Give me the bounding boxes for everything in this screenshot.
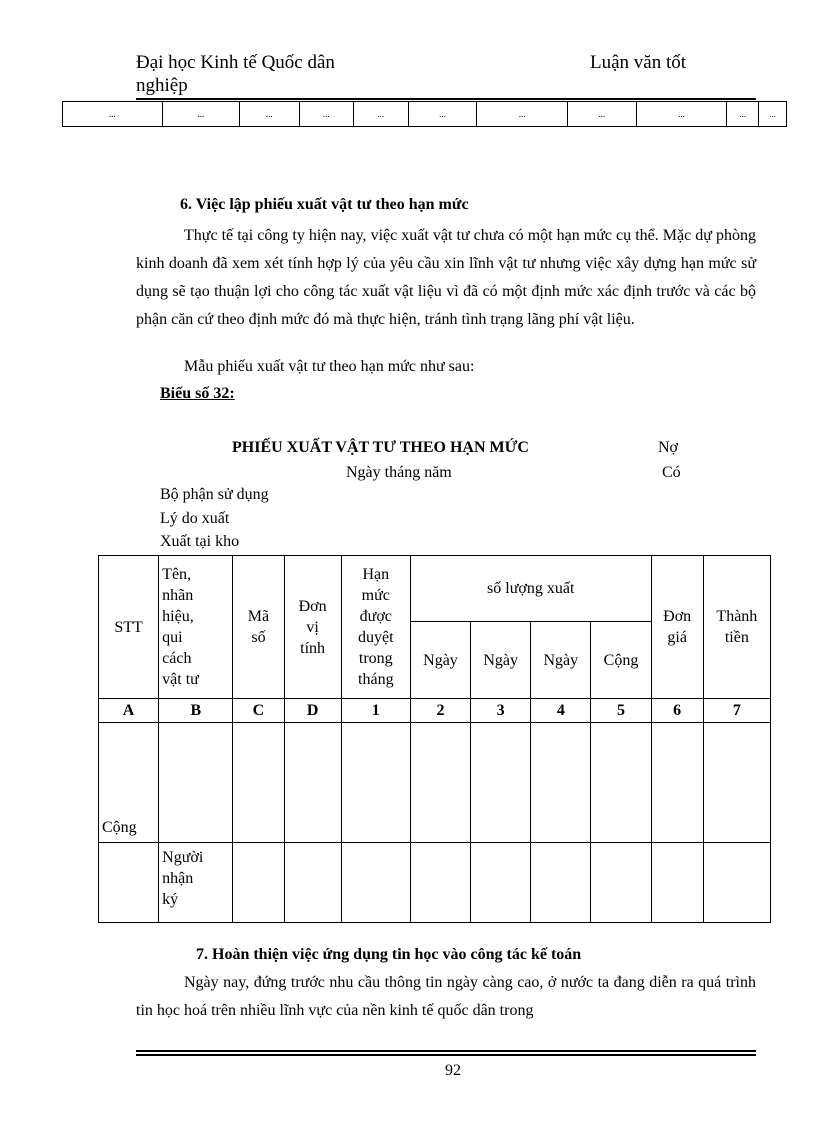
issue-form-table (98, 555, 771, 923)
section7-paragraph: Ngày nay, đứng trước nhu cầu thông tin ngày càng cao, ở nước ta đang diễn ra quá trình tin học hoá trên nhiều lĩnh vực của nền kinh tế quốc dân trong (136, 974, 756, 1019)
top-table-cell: ... (636, 102, 727, 127)
col-limit: Hạn mức được duyệt trong tháng (341, 556, 410, 699)
top-table-cell: ... (299, 102, 354, 127)
total-label: Cộng (99, 723, 159, 843)
code-cell: 4 (531, 699, 591, 723)
form-reason: Lý do xuất (160, 510, 230, 527)
form-date: Ngày tháng năm (346, 464, 452, 481)
total-row (99, 723, 771, 843)
top-table-cell: ... (477, 102, 568, 127)
col-price: Đơn giá (651, 556, 703, 699)
col-qty-day1: Ngày (410, 622, 470, 699)
top-table-cell: ... (567, 102, 636, 127)
form-warehouse: Xuất tại kho (160, 533, 240, 550)
footer-rule-2 (136, 1054, 756, 1056)
section6-paragraph: Thực tế tại công ty hiện nay, việc xuất vật tư chưa có một hạn mức cụ thể. Mặc dự phòng kinh doanh đã xem xét tính hợp lý của yêu cầu xin lĩnh vật tư nhưng việc xây dựng hạn mức sử dụng sẽ tạo thuận lợi cho công tác xuất vật liệu vì đã có một định mức xác định trước và các bộ phận căn cứ theo định mức đó mà thực hiện, tránh tình trạng lãng phí vật liệu. (136, 227, 756, 328)
exhibit-label: Biểu số 32: (160, 385, 235, 402)
col-unit: Đơn vị tính (284, 556, 341, 699)
header-rule (136, 98, 756, 100)
header-left-line2: nghiệp (136, 75, 188, 96)
top-table-cell: ... (354, 102, 409, 127)
code-cell: C (233, 699, 284, 723)
col-qty-day2: Ngày (471, 622, 531, 699)
section7-title: 7. Hoàn thiện việc ứng dụng tin học vào công tác kế toán (196, 946, 582, 963)
header-right: Luận văn tốt (590, 52, 687, 73)
col-qty-total: Cộng (591, 622, 651, 699)
col-qty-day3: Ngày (531, 622, 591, 699)
code-cell: 7 (703, 699, 770, 723)
form-title: PHIẾU XUẤT VẬT TƯ THEO HẠN MỨC (232, 439, 529, 456)
header-left-line1: Đại học Kinh tế Quốc dân (136, 52, 335, 73)
top-table-cell: ... (727, 102, 759, 127)
top-table-cell: ... (408, 102, 477, 127)
col-amount: Thành tiền (703, 556, 770, 699)
page-number: 92 (445, 1062, 461, 1079)
top-table-fragment (62, 101, 787, 127)
top-table-cell: ... (759, 102, 787, 127)
code-row (99, 699, 771, 723)
top-table-cell: ... (239, 102, 299, 127)
footer-rule-1 (136, 1050, 756, 1052)
code-cell: 3 (471, 699, 531, 723)
top-table-cell: ... (63, 102, 163, 127)
receiver-row (99, 843, 771, 923)
top-table-cell: ... (162, 102, 239, 127)
col-qty-group: số lượng xuất (410, 556, 651, 622)
code-cell: 1 (341, 699, 410, 723)
form-credit: Có (662, 464, 681, 481)
receiver-label: Người nhận ký (159, 843, 233, 923)
code-cell: 6 (651, 699, 703, 723)
col-name: Tên, nhãn hiệu, qui cách vật tư (159, 556, 233, 699)
section6-title: 6. Việc lập phiếu xuất vật tư theo hạn mức (180, 196, 469, 213)
code-cell: D (284, 699, 341, 723)
form-dept: Bộ phận sử dụng (160, 486, 269, 503)
col-code: Mã số (233, 556, 284, 699)
code-cell: 2 (410, 699, 470, 723)
code-cell: A (99, 699, 159, 723)
section6-intro: Mẫu phiếu xuất vật tư theo hạn mức như sau: (184, 358, 475, 375)
form-debit: Nợ (658, 439, 679, 456)
code-cell: B (159, 699, 233, 723)
code-cell: 5 (591, 699, 651, 723)
col-stt: STT (99, 556, 159, 699)
